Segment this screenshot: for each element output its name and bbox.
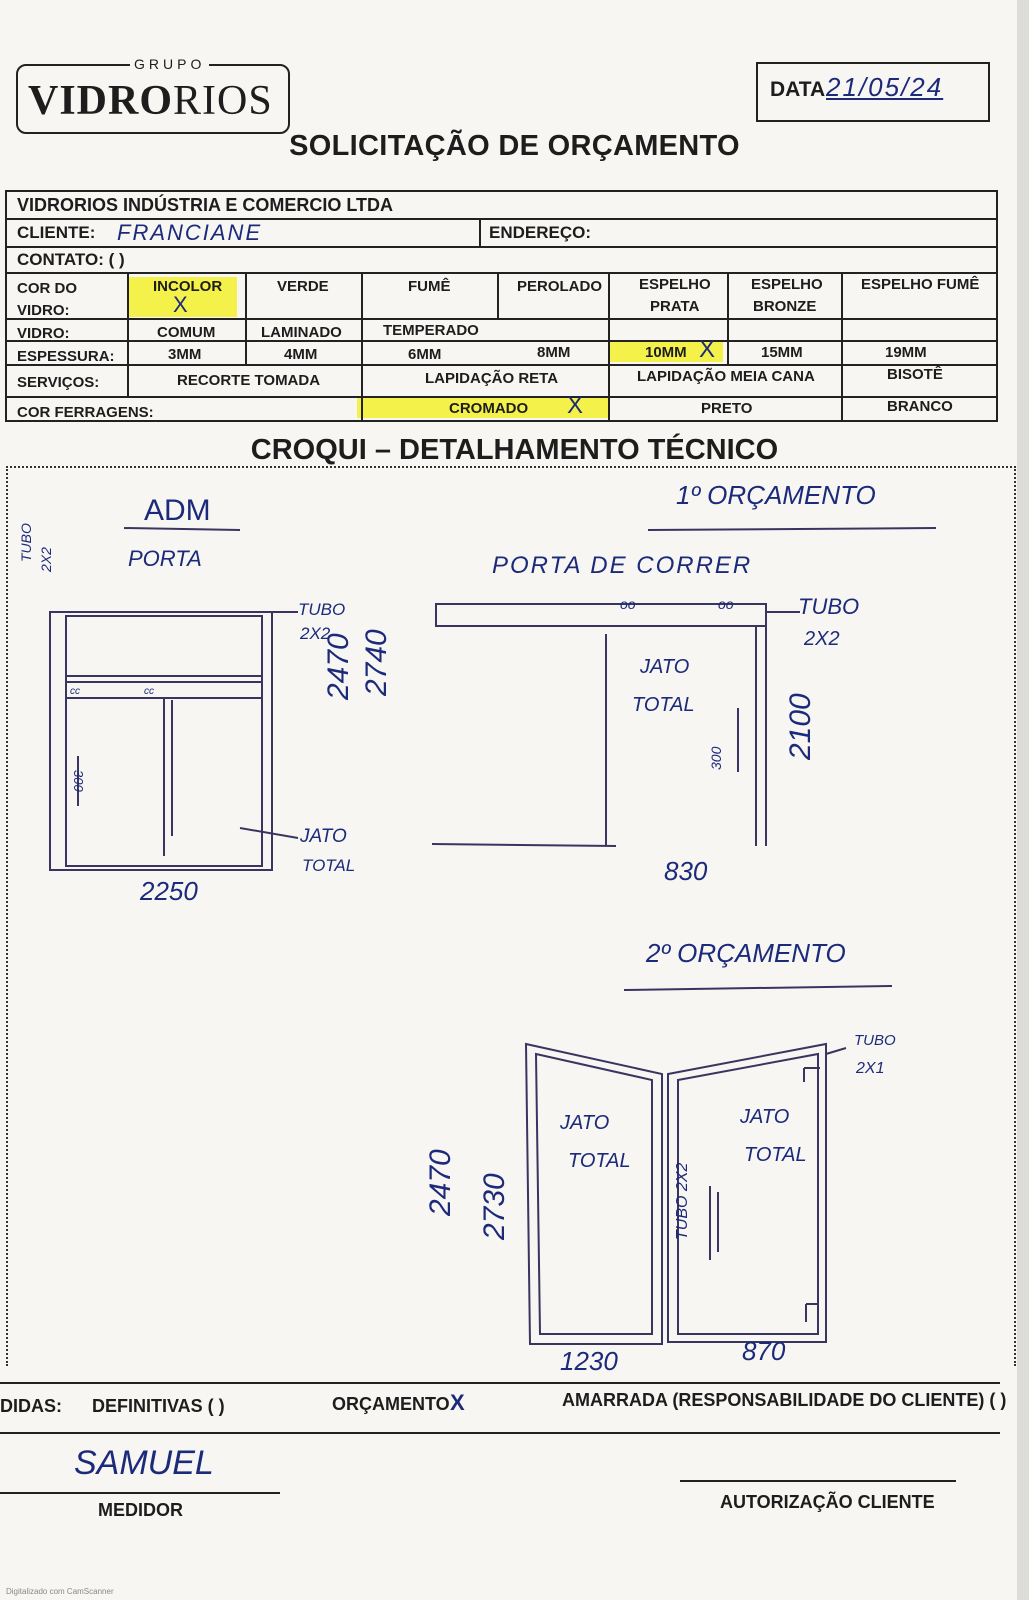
page-title: SOLICITAÇÃO DE ORÇAMENTO bbox=[289, 130, 740, 162]
label-jato-adm: JATO bbox=[300, 826, 347, 847]
label-roller: oo bbox=[718, 596, 734, 612]
logo-bold: VIDRO bbox=[28, 78, 174, 124]
label-adm: ADM bbox=[144, 494, 211, 527]
logo-grupo: GRUPO bbox=[130, 56, 209, 72]
label-jato-sliding: JATO bbox=[640, 656, 690, 678]
label-total-left: TOTAL bbox=[568, 1150, 631, 1172]
footer-line bbox=[0, 1382, 1000, 1384]
medidor-signature-line bbox=[0, 1492, 280, 1494]
label-300-adm: 300 bbox=[71, 770, 86, 792]
orc2-underline bbox=[624, 986, 892, 990]
orc1-underline bbox=[648, 528, 936, 530]
label-tubo-right-size: 2X2 bbox=[804, 628, 840, 650]
cor-vidro-label: COR DO bbox=[17, 280, 77, 297]
company-name: VIDRORIOS INDÚSTRIA E COMERCIO LTDA bbox=[17, 195, 394, 215]
sliding-top-rail bbox=[436, 604, 766, 626]
option-espelho-prata-2: PRATA bbox=[650, 298, 700, 315]
label-tubo-top-size: 2X2 bbox=[300, 624, 331, 643]
measurement-type-row bbox=[0, 1382, 1029, 1434]
option-8mm[interactable]: 8MM bbox=[537, 344, 571, 361]
label-1230: 1230 bbox=[560, 1346, 618, 1376]
option-4mm[interactable]: 4MM bbox=[284, 346, 318, 363]
label-tubo-side: TUBO bbox=[18, 523, 34, 562]
adm-underline bbox=[124, 528, 240, 530]
option-preto[interactable]: PRETO bbox=[701, 400, 753, 417]
label-total-adm: TOTAL bbox=[302, 856, 356, 875]
autorizacao-label: AUTORIZAÇÃO CLIENTE bbox=[720, 1492, 935, 1512]
cliente-value[interactable]: FRANCIANE bbox=[117, 220, 263, 245]
cliente-label: CLIENTE: bbox=[17, 223, 96, 242]
servicos-label: SERVIÇOS: bbox=[17, 374, 100, 391]
label-jato-right: JATO bbox=[740, 1106, 790, 1128]
option-lapidacao-reta[interactable]: LAPIDAÇÃO RETA bbox=[425, 370, 559, 387]
adm-outer-frame bbox=[50, 612, 272, 870]
sliding-bottom bbox=[432, 844, 616, 846]
option-comum[interactable]: COMUM bbox=[157, 324, 216, 341]
label-2740: 2740 bbox=[360, 629, 393, 696]
option-cromado[interactable]: CROMADO bbox=[449, 400, 529, 417]
label-tubo-2x1: TUBO bbox=[854, 1032, 896, 1049]
date-label: DATA bbox=[770, 78, 826, 101]
option-espelho-fume[interactable]: ESPELHO FUMÊ bbox=[861, 276, 980, 293]
adm-jato-leader bbox=[240, 828, 298, 838]
croqui-title: CROQUI – DETALHAMENTO TÉCNICO bbox=[250, 434, 779, 466]
medidor-signature: SAMUEL bbox=[74, 1444, 214, 1482]
option-fume[interactable]: FUMÊ bbox=[408, 278, 451, 295]
label-830: 830 bbox=[664, 856, 708, 886]
vidro-label: VIDRO: bbox=[17, 325, 70, 342]
mark-10mm: X bbox=[699, 336, 716, 363]
contato-label: CONTATO: ( ) bbox=[17, 250, 125, 269]
label-2470b: 2470 bbox=[424, 1149, 457, 1216]
label-orc2: 2º ORÇAMENTO bbox=[646, 938, 846, 968]
endereco-label: ENDEREÇO: bbox=[489, 223, 592, 242]
ferragens-label: COR FERRAGENS: bbox=[17, 404, 154, 421]
option-6mm[interactable]: 6MM bbox=[408, 346, 442, 363]
footer-line bbox=[0, 1432, 1000, 1434]
medidas-label: DIDAS: bbox=[0, 1396, 62, 1416]
option-bisote[interactable]: BISOTÊ bbox=[887, 366, 943, 383]
logo-regular: RIOS bbox=[173, 78, 273, 124]
espessura-label: ESPESSURA: bbox=[17, 348, 115, 365]
label-roller: oo bbox=[620, 596, 636, 612]
mark-orcamento: X bbox=[450, 1390, 465, 1415]
option-amarrada[interactable]: AMARRADA (RESPONSABILIDADE DO CLIENTE) ( ) bbox=[562, 1390, 1007, 1410]
scanner-watermark: Digitalizado com CamScanner bbox=[6, 1587, 114, 1596]
label-2100: 2100 bbox=[784, 693, 817, 760]
option-temperado[interactable]: TEMPERADO bbox=[383, 322, 479, 339]
label-orc1: 1º ORÇAMENTO bbox=[676, 480, 876, 510]
label-tubo-mid: TUBO 2X2 bbox=[674, 1162, 691, 1240]
option-laminado[interactable]: LAMINADO bbox=[261, 324, 342, 341]
option-3mm[interactable]: 3MM bbox=[168, 346, 202, 363]
medidor-label: MEDIDOR bbox=[98, 1500, 183, 1520]
option-espelho-bronze[interactable]: ESPELHO bbox=[751, 276, 823, 293]
option-espelho-bronze-2: BRONZE bbox=[753, 298, 817, 315]
mark-incolor: X bbox=[173, 292, 188, 317]
label-porta-correr: PORTA DE CORRER bbox=[492, 552, 753, 579]
label-2250: 2250 bbox=[140, 876, 198, 906]
corner-right-inner bbox=[678, 1054, 818, 1334]
option-15mm[interactable]: 15MM bbox=[761, 344, 803, 361]
label-870: 870 bbox=[742, 1336, 786, 1366]
label-roller: cc bbox=[70, 686, 80, 697]
label-tubo-top: TUBO bbox=[298, 600, 346, 619]
option-orcamento[interactable]: ORÇAMENTO bbox=[332, 1394, 450, 1414]
date-value[interactable]: 21/05/24 bbox=[826, 72, 944, 102]
option-definitivas[interactable]: DEFINITIVAS ( ) bbox=[92, 1396, 225, 1416]
label-tubo-right: TUBO bbox=[798, 594, 860, 619]
option-10mm[interactable]: 10MM bbox=[645, 344, 687, 361]
option-branco[interactable]: BRANCO bbox=[887, 398, 953, 415]
option-incolor[interactable]: INCOLOR bbox=[153, 278, 223, 295]
corner-left-outer bbox=[526, 1044, 662, 1344]
option-19mm[interactable]: 19MM bbox=[885, 344, 927, 361]
cor-vidro-label: VIDRO: bbox=[17, 302, 70, 319]
cliente-signature-line[interactable] bbox=[680, 1480, 956, 1482]
label-jato-left: JATO bbox=[560, 1112, 610, 1134]
label-300-sliding: 300 bbox=[708, 746, 724, 770]
label-total-right: TOTAL bbox=[744, 1144, 807, 1166]
option-espelho-prata[interactable]: ESPELHO bbox=[639, 276, 711, 293]
option-verde[interactable]: VERDE bbox=[277, 278, 329, 295]
label-2730: 2730 bbox=[478, 1173, 511, 1240]
corner-left-inner bbox=[536, 1054, 652, 1334]
option-perolado[interactable]: PEROLADO bbox=[517, 278, 603, 295]
option-recorte-tomada[interactable]: RECORTE TOMADA bbox=[177, 372, 321, 389]
label-porta: PORTA bbox=[128, 546, 202, 571]
label-total-sliding: TOTAL bbox=[632, 694, 695, 716]
label-roller: cc bbox=[144, 686, 154, 697]
label-2470: 2470 bbox=[322, 633, 355, 700]
label-tubo-side-size: 2X2 bbox=[38, 547, 54, 572]
label-tubo-2x1-size: 2X1 bbox=[856, 1060, 885, 1077]
corner-tubo-leader bbox=[826, 1048, 846, 1054]
mark-cromado: X bbox=[567, 392, 584, 419]
option-lapidacao-meia-cana[interactable]: LAPIDAÇÃO MEIA CANA bbox=[637, 368, 815, 385]
